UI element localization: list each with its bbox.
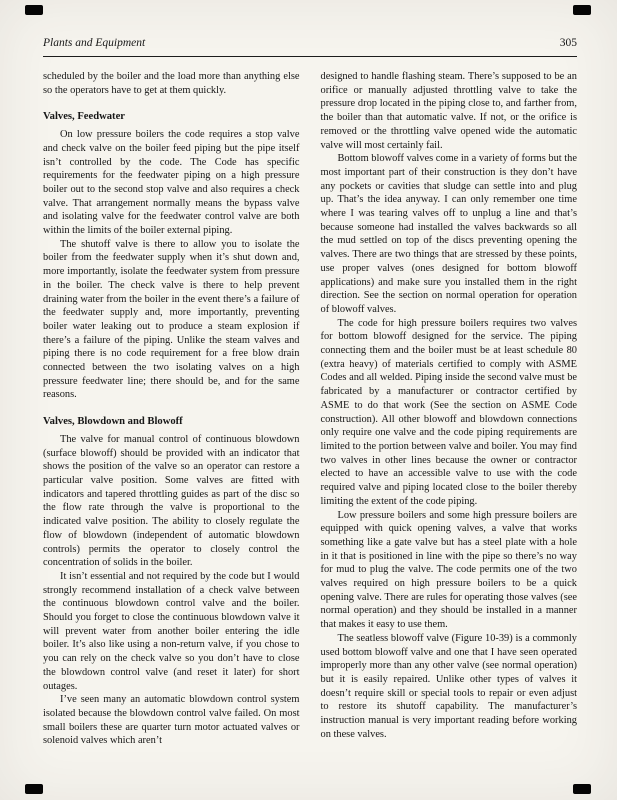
section-heading-valves-feedwater: Valves, Feedwater xyxy=(43,111,125,123)
scan-artifact-bottom-left xyxy=(25,784,43,794)
paragraph: The valve for manual control of continuous blowdown (surface blowoff) should be provided with an indicator that shows the position of the valve so an operator can restore a particular valve position. Some valves are fitted with indicators and tapered throttling guides as part of the disc so the flow rate through the valve is proportional to the indicated valve position. The ability to closely regulate the flow of blowdown (independent of automatic blowdown controls) permits the operator to closely control the concentration of solids in the boiler. xyxy=(43,433,300,569)
paragraph: The shutoff valve is there to allow you to isolate the boiler from the feedwater supply when it’s shut down and, more importantly, isolate the feedwater system from pressure in the boiler. The check valve is there to help prevent draining water from the boiler in the event there’s a failure of the feedwater supply and, more importantly, preventing boiler water leaking out to produce a steam explosion if there’s a failure of the piping. Unlike the steam valves and piping there is no code requirement for a free blow drain connected between the two isolating valves on a high pressure feedwater line; there should be, and for the same reasons. xyxy=(43,238,300,401)
paragraph: The seatless blowoff valve (Figure 10-39) is a commonly used bottom blowoff valve and one that I have seen operated improperly more than any other valve (see normal operation) but it is easily repaired. Unlike other types of valves it doesn’t require skill or special tools to repair or even adjust to restore its shutoff capability. The manufacturer’s instruction manual is very important reading before working on these valves. xyxy=(320,632,577,740)
scan-artifact-top-left xyxy=(25,5,43,15)
section-heading-valves-blowdown-blowoff: Valves, Blowdown and Blowoff xyxy=(43,416,183,428)
scan-artifact-bottom-right xyxy=(573,784,591,794)
running-header xyxy=(43,37,577,49)
paragraph: Bottom blowoff valves come in a variety of forms but the most important part of their construction is they don’t have any pockets or cavities that sludge can settle into and plug up. That’s the idea anyway. I can only remember one time where I was tearing valves off to unplug a line and that’s because someone had installed the valves backwards so all the mud settled on top of the discs preventing opening the valves. There are two things that are stressed by these points, use proper valves (ones designed for bottom blowoff applications) and make sure you installed them in the right direction. See the section on normal operation for operation of blowoff valves. xyxy=(320,153,577,315)
scan-artifact-top-right xyxy=(573,5,591,15)
paragraph: Low pressure boilers and some high pressure boilers are equipped with quick opening valves, a valve that works something like a gate valve but has a steel plate with a hole in it that is positioned in line with the pipe so there’s no way for mud to plug the valve. The code permits one of the two valves required on high pressure boilers to be a quick opening valve. There are rules for operating those valves (see normal operation) and they should be installed in a manner that makes it easy to use them. xyxy=(320,509,577,631)
paragraph: The code for high pressure boilers requires two valves for bottom blowoff designed for the service. The piping connecting them and the boiler must be at least schedule 80 (extra heavy) of materials certified to comply with ASME Codes and all welded. Piping inside the second valve must be fabricated by a manufacturer or contractor certified by ASME to do that work (See the section on ASME Code construction). All other blowoff and blowdown connections only require one valve and the code piping requirements are limited to the portion between valve and boiler. You may find two valves in other lines because the owner or contractor elected to have an accessible valve to use with the code required valve and piping located close to the boiler thereby limiting the extent of the code piping. xyxy=(320,317,577,507)
text-columns xyxy=(43,70,577,780)
paragraph: It isn’t essential and not required by the code but I would strongly recommend installation of a check valve between the continuous blowdown control valve and the boiler. Should you forget to close the continuous blowdown valve it will prevent water from another boiler entering the idle boiler. It’s also like using a non-return valve, if you chose to you can rely on the check valve so you don’t have to close the blowdown control valve (and reset it later) for short outages. xyxy=(43,570,300,692)
left-column xyxy=(43,70,300,780)
paragraph: On low pressure boilers the code requires a stop valve and check valve on the boiler feed piping but the pipe itself isn’t controlled by the code. The Code has specific requirements for the feedwater piping on a high pressure boiler out to the second stop valve and also requires a check valve. That arrangement normally means the bypass valve and isolating valve for the feedwater control valve are both within the limits of the boiler external piping. xyxy=(43,129,300,237)
paragraph: I’ve seen many an automatic blowdown control system isolated because the blowdown control valve failed. On most small boilers these are quarter turn motor actuated valves or solenoid valves which aren’t xyxy=(43,694,300,747)
paragraph-continuation: designed to handle flashing steam. There’s supposed to be an orifice or manually adjusted throttling valve to take the pressure drop located in the piping close to, and farther from, the boiler than that automatic valve. If not, or the orifice is removed or the throttling valve opened wide the automatic valve will most certainly fail. xyxy=(320,71,577,151)
right-column xyxy=(321,70,578,780)
header-rule xyxy=(43,56,577,57)
page-number: 305 xyxy=(559,37,577,49)
paragraph-continuation: scheduled by the boiler and the load more than anything else so the operators have to get at them quickly. xyxy=(43,71,300,96)
running-header-title: Plants and Equipment xyxy=(43,37,146,49)
